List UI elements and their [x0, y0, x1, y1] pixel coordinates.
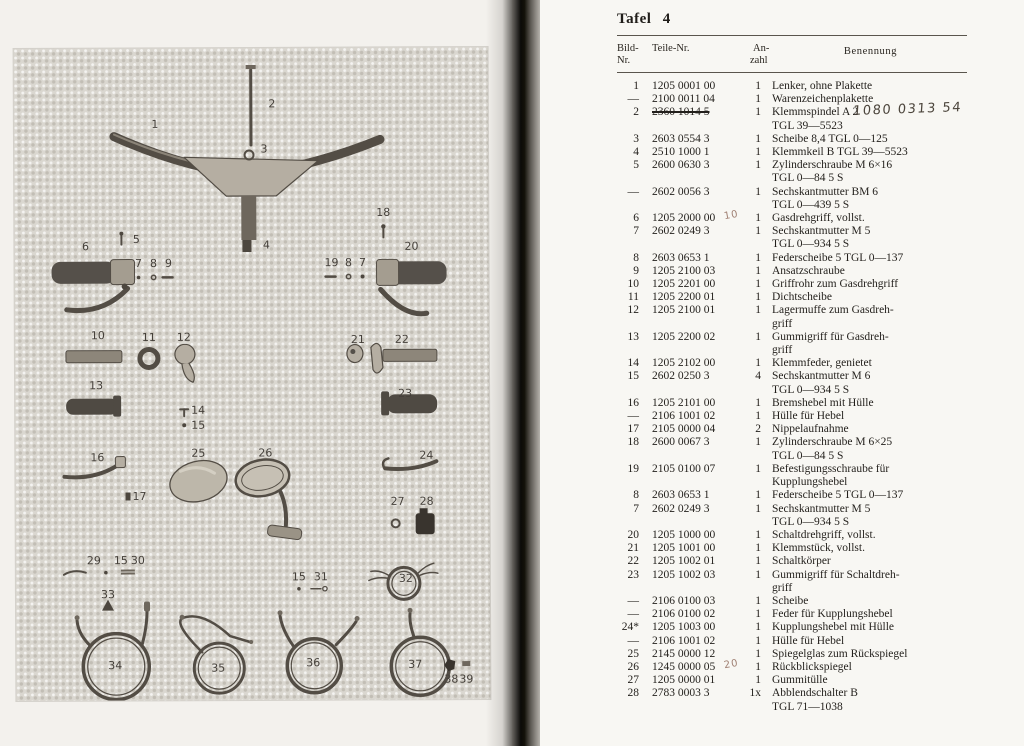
cell-bild-nr: 1: [633, 80, 639, 92]
cell-teile-nr: 1205 2100 01: [652, 304, 716, 317]
table-row: [617, 436, 967, 462]
table-row: [617, 252, 967, 265]
cell-anzahl: 1x: [749, 687, 761, 700]
column-header-teile-nr: Teile-Nr.: [652, 43, 690, 54]
cell-teile-nr: 1205 0001 00: [652, 80, 716, 92]
cell-teile-nr: 2600 0630 3: [652, 159, 710, 172]
cell-anzahl: 1: [755, 159, 761, 172]
table-row: [617, 291, 967, 304]
figure-callout: 36: [306, 656, 321, 670]
cell-teile-nr: 1205 1001 00: [652, 542, 716, 555]
figure-callout: 30: [130, 553, 145, 568]
cell-bild-nr: 3: [633, 132, 639, 145]
figure-callout: 15: [291, 570, 306, 584]
table-row: [617, 133, 967, 146]
table-row: [617, 569, 967, 595]
cell-teile-nr: 1205 2101 00: [652, 396, 716, 409]
cell-benennung: Gummigriff für Gasdreh- griff: [772, 330, 889, 357]
cell-anzahl: 2: [755, 423, 761, 436]
cell-benennung: Griffrohr zum Gasdrehgriff: [772, 278, 899, 291]
cell-anzahl: 1: [755, 410, 761, 423]
figure-callout: 17: [132, 489, 147, 504]
cell-bild-nr: 10: [627, 278, 639, 291]
cell-anzahl: 1: [755, 594, 761, 607]
figure-callout: 23: [398, 386, 413, 400]
figure-callout: 11: [141, 330, 156, 344]
cell-benennung: Lenker, ohne Plakette: [772, 80, 873, 92]
cell-bild-nr: —: [627, 410, 639, 423]
column-header-anzahl: An- zahl: [750, 43, 770, 66]
figure-callout: 31: [313, 570, 328, 584]
figure-callout: 6: [81, 240, 89, 254]
cell-anzahl: 1: [755, 489, 761, 502]
table-row: [617, 423, 967, 436]
cell-benennung: Sechskantmutter M 5 TGL 0—934 5 S: [772, 502, 871, 528]
parts-list: [617, 11, 967, 714]
table-row: [617, 657, 967, 674]
cell-benennung: Feder für Kupplungshebel: [772, 608, 893, 621]
cell-bild-nr: 15: [627, 370, 639, 383]
cell-bild-nr: 24*: [621, 621, 639, 634]
cell-bild-nr: 7: [633, 502, 639, 515]
cell-anzahl: 1: [755, 436, 761, 449]
cell-anzahl: 1: [755, 647, 761, 660]
cell-teile-nr: 2100 0011 04: [652, 93, 715, 106]
handwritten-annotation: 20: [723, 657, 740, 672]
figure-callout: 3: [260, 142, 268, 156]
table-row: [617, 265, 967, 278]
figure-callout: 32: [398, 571, 413, 585]
cell-teile-nr: 1205 1000 00: [652, 528, 716, 541]
cell-bild-nr: 20: [627, 528, 639, 541]
cell-anzahl: 1: [755, 278, 761, 291]
cell-anzahl: 1: [755, 462, 761, 475]
cell-bild-nr: —: [627, 594, 639, 607]
table-row: [617, 93, 967, 106]
cell-teile-nr: 1205 2100 03: [652, 264, 716, 277]
table-row: [617, 542, 967, 555]
cell-anzahl: 1: [755, 542, 761, 555]
table-header: [617, 36, 967, 72]
cell-bild-nr: 26: [627, 660, 639, 673]
cell-benennung: Federscheibe 5 TGL 0—137: [772, 489, 904, 502]
cell-teile-nr: 2360 1014 5: [652, 106, 710, 119]
figure-callout: 8: [149, 256, 158, 270]
figure-callout: 26: [258, 446, 273, 460]
figure-callout: 16: [90, 451, 105, 465]
cell-bild-nr: 22: [627, 555, 639, 568]
table-row: [617, 555, 967, 568]
table-row: [617, 463, 967, 489]
table-row: [617, 225, 967, 251]
handwritten-annotation: 1080 0313 54: [852, 100, 963, 120]
cell-teile-nr: 1205 2200 02: [652, 330, 716, 343]
cell-anzahl: 1: [755, 621, 761, 634]
parts-diagram-photo: [14, 47, 491, 701]
cell-anzahl: 1: [755, 212, 761, 225]
figure-callout: 29: [86, 554, 101, 568]
cell-bild-nr: 8: [633, 251, 639, 264]
table-row: [617, 489, 967, 502]
cell-anzahl: 1: [755, 132, 761, 145]
cell-anzahl: 1: [755, 291, 761, 304]
cell-anzahl: 1: [755, 357, 761, 370]
cell-anzahl: 1: [755, 674, 761, 687]
cell-anzahl: 1: [755, 396, 761, 409]
cell-bild-nr: 11: [627, 291, 639, 304]
figure-callout: 18: [376, 205, 391, 219]
cell-benennung: Gummitülle: [772, 674, 828, 687]
figure-callout: 14: [191, 403, 206, 417]
cell-anzahl: 4: [755, 370, 761, 383]
table-row: [617, 186, 967, 212]
cell-benennung: Rückblickspiegel: [772, 660, 852, 673]
cell-benennung: Zylinderschraube M 6×16 TGL 0—84 5 S: [772, 159, 893, 185]
figure-callout: 35: [211, 661, 226, 675]
cell-teile-nr: 1205 2102 00: [652, 357, 716, 370]
cell-benennung: Kupplungshebel mit Hülle: [772, 621, 895, 634]
cell-teile-nr: 2603 0653 1: [652, 489, 710, 502]
cell-benennung: Scheibe: [772, 594, 809, 607]
cell-benennung: Bremshebel mit Hülle: [772, 396, 874, 409]
table-row: [617, 304, 967, 330]
cell-teile-nr: 2783 0003 3: [652, 687, 710, 700]
cell-bild-nr: 8: [633, 489, 639, 502]
table-row: [617, 674, 967, 687]
cell-benennung: Befestigungsschraube für Kupplungshebel: [772, 462, 890, 489]
cell-teile-nr: 1205 2000 00: [652, 212, 716, 225]
cell-teile-nr: 2602 0249 3: [652, 225, 710, 238]
cell-anzahl: 1: [755, 555, 761, 568]
cell-benennung: Klemmstück, vollst.: [772, 542, 865, 555]
cell-bild-nr: 5: [633, 159, 639, 172]
figure-callout: 27: [390, 494, 405, 508]
figure-callout: 4: [262, 238, 270, 252]
cell-benennung: Abblendschalter B TGL 71—1038: [772, 687, 858, 713]
table-row: [617, 159, 967, 185]
cell-anzahl: 1: [755, 608, 761, 621]
table-row: [617, 410, 967, 423]
figure-callout: 15: [113, 554, 128, 568]
cell-anzahl: 1: [755, 93, 761, 106]
cell-teile-nr: 2145 0000 12: [652, 647, 716, 660]
cell-bild-nr: —: [627, 608, 639, 621]
cell-bild-nr: —: [627, 93, 639, 106]
table-row: [617, 331, 967, 357]
parts-diagram-illustration: [14, 47, 491, 701]
cell-bild-nr: 4: [633, 146, 639, 159]
cell-anzahl: 1: [755, 106, 761, 119]
figure-callout: 13: [89, 379, 104, 393]
cell-teile-nr: 2105 0100 07: [652, 462, 716, 475]
table-row: [617, 370, 967, 396]
cell-teile-nr: 2106 0100 03: [652, 594, 716, 607]
cell-bild-nr: 6: [633, 212, 639, 225]
cell-bild-nr: 17: [627, 423, 639, 436]
table-row: [617, 648, 967, 661]
figure-callout: 2: [268, 97, 276, 111]
figure-callout: 15: [191, 418, 206, 432]
figure-callout: 20: [404, 239, 419, 253]
cell-benennung: Gasdrehgriff, vollst.: [772, 212, 865, 225]
cell-bild-nr: 13: [627, 330, 639, 343]
cell-bild-nr: 25: [627, 647, 639, 660]
figure-callout: 10: [90, 329, 105, 343]
figure-callout: 25: [191, 446, 206, 460]
cell-bild-nr: 23: [627, 568, 639, 581]
column-header-benennung: Benennung: [843, 46, 898, 57]
right-page: [540, 0, 1024, 746]
figure-callout: 7: [358, 256, 367, 270]
figure-callout: 12: [176, 330, 191, 344]
cell-anzahl: 1: [755, 502, 761, 515]
cell-anzahl: 1: [755, 330, 761, 343]
figure-callout: 33: [100, 588, 115, 602]
cell-anzahl: 1: [755, 264, 761, 277]
cell-teile-nr: 2603 0653 1: [652, 251, 710, 264]
handwritten-annotation: 10: [723, 208, 740, 223]
cell-benennung: Scheibe 8,4 TGL 0—125: [772, 132, 888, 145]
cell-teile-nr: 2106 0100 02: [652, 608, 716, 621]
cell-teile-nr: 2105 0000 04: [652, 423, 716, 436]
cell-anzahl: 1: [755, 528, 761, 541]
cell-teile-nr: 2510 1000 1: [652, 146, 710, 159]
cell-anzahl: 1: [755, 304, 761, 317]
cell-benennung: Nippelaufnahme: [772, 423, 849, 436]
cell-teile-nr: 1205 0000 01: [652, 674, 716, 687]
cell-bild-nr: 9: [633, 264, 639, 277]
cell-benennung: Schaltkörper: [772, 555, 831, 568]
cell-bild-nr: 19: [627, 462, 639, 475]
cell-benennung: Dichtscheibe: [772, 291, 833, 304]
figure-callout: 5: [132, 232, 140, 247]
cell-bild-nr: 7: [633, 225, 639, 238]
cell-benennung: Schaltdrehgriff, vollst.: [772, 528, 876, 541]
cell-benennung: Federscheibe 5 TGL 0—137: [772, 251, 904, 264]
cell-teile-nr: 2106 1001 02: [652, 410, 716, 423]
cell-benennung: Hülle für Hebel: [772, 410, 845, 423]
cell-anzahl: 1: [755, 251, 761, 264]
column-header-bild-nr: Bild- Nr.: [617, 43, 639, 66]
cell-bild-nr: 14: [627, 357, 639, 370]
figure-callout: 28: [419, 494, 434, 508]
page-title: Tafel 4: [617, 11, 671, 27]
cell-teile-nr: 2602 0250 3: [652, 370, 710, 383]
cell-bild-nr: —: [627, 634, 639, 647]
figure-callout: 9: [164, 256, 173, 270]
table-row: [617, 503, 967, 529]
cell-benennung: Sechskantmutter M 5 TGL 0—934 5 S: [772, 225, 871, 251]
cell-anzahl: 1: [755, 80, 761, 92]
table-body: [617, 80, 967, 714]
cell-bild-nr: 16: [627, 396, 639, 409]
cell-benennung: Klemmspindel A 2 TGL 39—5523: [772, 106, 859, 132]
cell-bild-nr: —: [627, 185, 639, 198]
cell-bild-nr: 2: [633, 106, 639, 119]
table-row: [617, 278, 967, 291]
cell-teile-nr: 1205 2200 01: [652, 291, 716, 304]
table-row: [617, 635, 967, 648]
table-row: [617, 595, 967, 608]
cell-teile-nr: 2603 0554 3: [652, 132, 710, 145]
figure-callout: 19: [324, 256, 339, 270]
figure-callout: 7: [134, 256, 143, 271]
figure-callout: 22: [394, 332, 409, 346]
table-row: [617, 146, 967, 159]
cell-teile-nr: 2602 0056 3: [652, 185, 710, 198]
figure-callout: 37: [408, 657, 423, 671]
table-row: [617, 80, 967, 93]
cell-bild-nr: 27: [627, 674, 639, 687]
cell-benennung: Warenzeichenplakette: [772, 93, 874, 106]
divider: [617, 72, 967, 73]
cell-anzahl: 1: [755, 185, 761, 198]
figure-callout: 39: [459, 672, 474, 686]
cell-anzahl: 1: [755, 225, 761, 238]
cell-benennung: Sechskantmutter BM 6 TGL 0—439 5 S: [772, 185, 879, 211]
cell-bild-nr: 21: [627, 542, 639, 555]
figure-callout: 21: [350, 333, 365, 347]
cell-anzahl: 1: [755, 146, 761, 159]
table-row: [617, 100, 967, 132]
cell-teile-nr: 2600 0067 3: [652, 436, 710, 449]
cell-anzahl: 1: [755, 660, 761, 673]
cell-benennung: Gummigriff für Schaltdreh- griff: [772, 568, 900, 594]
cell-bild-nr: 12: [627, 304, 639, 317]
cell-anzahl: 1: [755, 634, 761, 647]
cell-anzahl: 1: [755, 568, 761, 581]
cell-benennung: Klemmkeil B TGL 39—5523: [772, 146, 908, 159]
cell-benennung: Ansatzschraube: [772, 264, 845, 277]
table-row: [617, 621, 967, 634]
figure-callout: 38: [444, 672, 459, 686]
cell-teile-nr: 1205 1002 03: [652, 568, 716, 581]
table-row: [617, 529, 967, 542]
cell-teile-nr: 1205 1002 01: [652, 555, 716, 568]
table-row: [617, 357, 967, 370]
cell-benennung: Hülle für Hebel: [772, 634, 845, 647]
cell-benennung: Klemmfeder, genietet: [772, 357, 872, 370]
cell-benennung: Spiegelglas zum Rückspiegel: [772, 647, 908, 660]
cell-benennung: Lagermuffe zum Gasdreh- griff: [772, 304, 894, 330]
figure-callout: 8: [344, 256, 353, 270]
cell-teile-nr: 2106 1001 02: [652, 634, 716, 647]
cell-benennung: Zylinderschraube M 6×25 TGL 0—84 5 S: [772, 436, 893, 462]
table-row: [617, 608, 967, 621]
cell-teile-nr: 1205 2201 00: [652, 278, 716, 291]
cell-bild-nr: 18: [627, 436, 639, 449]
cell-benennung: Sechskantmutter M 6 TGL 0—934 5 S: [772, 370, 871, 396]
figure-callout: 34: [108, 659, 123, 673]
table-row: [617, 687, 967, 713]
table-row: [617, 397, 967, 410]
cell-bild-nr: 28: [627, 687, 639, 700]
figure-callout: 1: [151, 117, 159, 131]
cell-teile-nr: 2602 0249 3: [652, 502, 710, 515]
table-row: [617, 208, 967, 225]
cell-teile-nr: 1245 0000 05: [652, 660, 716, 673]
figure-callout: 24: [419, 448, 434, 462]
cell-teile-nr: 1205 1003 00: [652, 621, 716, 634]
